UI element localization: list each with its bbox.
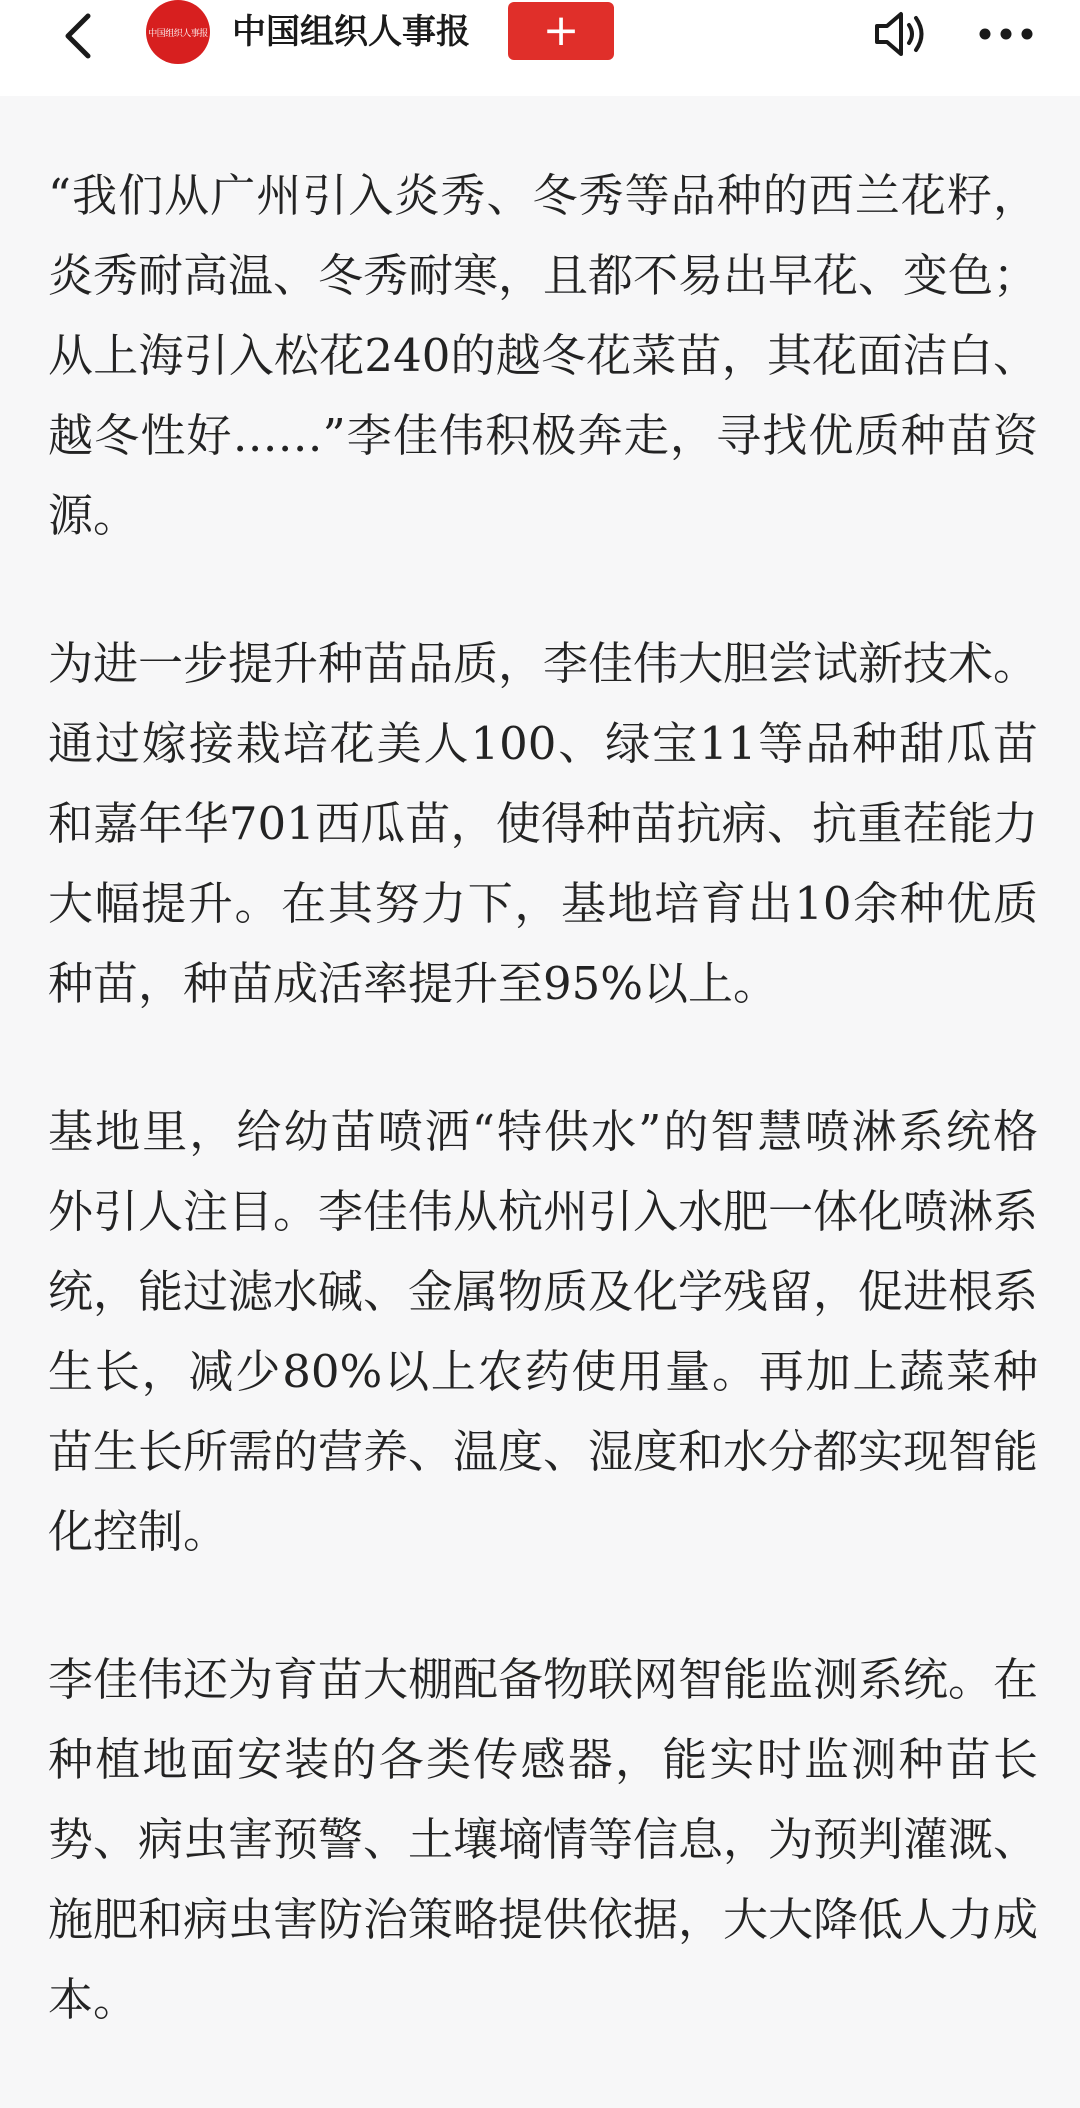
chevron-left-icon <box>60 12 100 60</box>
more-dots-icon <box>978 27 1034 41</box>
avatar-logo-text: 中国组织人事报 <box>148 28 208 39</box>
more-button[interactable] <box>974 8 1038 60</box>
article-paragraph: 基地里，给幼苗喷洒“特供水”的智慧喷淋系统格外引人注目。李佳伟从杭州引入水肥一体化喷淋系统，能过滤水碱、金属物质及化学残留，促进根系生长，减少80%以上农药使用量。再加上蔬菜种苗生长所需的营养、温度、湿度和水分都实现智能化控制。 <box>48 1105 1039 1558</box>
article-body <box>48 156 1038 2108</box>
article-paragraph: 李佳伟还为育苗大棚配备物联网智能监测系统。在种植地面安装的各类传感器，能实时监测种苗长势、病虫害预警、土壤墒情等信息，为预判灌溉、施肥和病虫害防治策略提供依据，大大降低人力成本。 <box>48 1653 1039 2026</box>
article-paragraph: 为进一步提升种苗品质，李佳伟大胆尝试新技术。通过嫁接栽培花美人100、绿宝11等品种甜瓜苗和嘉年华701西瓜苗，使得种苗抗病、抗重茬能力大幅提升。在其努力下，基地培育出10余种优质种苗，种苗成活率提升至95%以上。 <box>48 637 1039 1010</box>
top-bar <box>0 0 1080 96</box>
account-name[interactable]: 中国组织人事报 <box>232 12 470 52</box>
article-paragraph: “我们从广州引入炎秀、冬秀等品种的西兰花籽，炎秀耐高温、冬秀耐寒，且都不易出早花、变色；从上海引入松花240的越冬花菜苗，其花面洁白、越冬性好……”李佳伟积极奔走，寻找优质种苗资源。 <box>48 169 1039 542</box>
read-aloud-button[interactable] <box>872 8 932 60</box>
speaker-icon <box>873 9 931 59</box>
follow-button[interactable]: + <box>508 2 614 60</box>
account-avatar[interactable] <box>146 0 210 64</box>
back-button[interactable] <box>52 8 108 64</box>
